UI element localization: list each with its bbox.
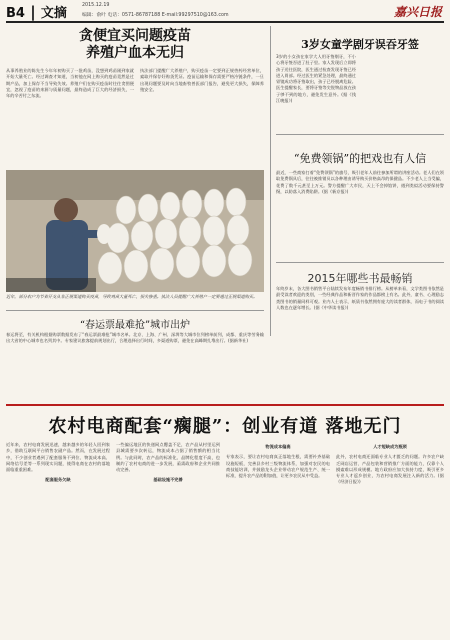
column-divider bbox=[270, 26, 271, 336]
article1-title: 贪便宜买问题疫苗 养殖户血本无归 bbox=[79, 28, 191, 61]
editor-info: 编辑：俞叶 电话：0571-86787188 E-mail:99297510@163.com bbox=[82, 13, 229, 18]
article4-body: 年终岁末，各大图书销售平台陆续发布年度畅销书排行榜。从榜单来看，文学类图书依然是最受读者欢迎的类别，一些经典作品和新晋作家的作品都榜上有名。此外，童书、心理励志类图书的销量同样可观。业内人士表示，纸质书依然拥有庞大的读者群体，而电子书的阅读人数也在逐年增长。(据《中华读书报》) bbox=[276, 286, 444, 310]
paper-name: 嘉兴日报 bbox=[393, 5, 442, 19]
article6-subhead-4: 人才短缺成为瓶颈 bbox=[373, 444, 407, 449]
divider-5 bbox=[6, 310, 264, 311]
article2-title: 3岁女童学剧牙误吞牙签 bbox=[301, 38, 419, 51]
divider-2 bbox=[276, 134, 444, 135]
section-code: B4 | 文摘 bbox=[6, 3, 67, 21]
article2-body: 3岁的小女孩在家学大人用牙签剔牙，不小心将牙签吞进了肚子里。家人发现后立即将孩子送往医院，医生通过检查发现牙签已经进入胃部。经过医生的紧急处理，最终通过胃镜成功将牙签取出，孩子已经脱离危险。医生提醒家长，要将牙签等尖锐物品放在孩子够不到的地方，避免发生意外。(据《钱江晚报》) bbox=[276, 54, 356, 104]
divider-3 bbox=[276, 262, 444, 263]
article4-title: 2015年哪些书最畅销 bbox=[307, 272, 413, 285]
article2-body-cont bbox=[362, 54, 444, 126]
article6-col-2: 一些偏远地区的快递网点覆盖不足，农产品从村里运到县城需要多次转运，物流成本占据了销售额的相当比例。与此同时，农产品的标准化、品牌化程度不高，也制约了农村电商的进一步发展，亟需政府和企业共同推动完善。 基础设施不完善 bbox=[116, 442, 220, 483]
article1-photo bbox=[6, 170, 264, 292]
section-name: 文摘 bbox=[40, 6, 67, 21]
article5-body: 春运将至，有关机构根据购票数据发布了“春运票最难抢”城市名单。北京、上海、广州、深圳等大城市位列榜单前列，成都、重庆等劳务输出大省的中心城市也名列其中。专家建议旅客提前规划出行，合理选择出行时间，多渠道购票，避免在高峰期扎堆出行。(据新华社) bbox=[6, 332, 264, 344]
article1-photo-caption: 近年，部分农户为节省开支从非正规渠道购买疫苗，导致鸡苗大量死亡，损失惨重。执法人员提醒广大养殖户一定要通过正规渠道购买。 bbox=[6, 294, 258, 299]
article6-col-4: 人才短缺成为瓶颈 此外，农村电商还面临专业人才匮乏的问题。许多农户缺乏网店运营、产品包装和营销推广方面的能力，仅靠个人摸索难以形成规模。地方政府应加大扶持力度，吸引更多专业人才返乡创业，为农村电商发展注入新的活力。(据《经济日报》) bbox=[336, 444, 444, 485]
article1-body-left: 从事养殖业的陈先生今年年初购买了一批鸡苗，没想到鸡苗刚到家就开始大量死亡。经过调查才知道，当初他在网上购买的疫苗竟然是过期产品，加上保存不当导致失效。养殖户们在购买疫苗时往往贪图便宜，忽视了疫苗的来源与质量问题，最终造成了巨大的经济损失，一年的辛苦付之东流。 bbox=[6, 68, 134, 99]
header-rule bbox=[6, 21, 444, 23]
article6-col-3: 物流成本偏高 专家表示，要让农村电商真正落地生根，需要补齐基础设施短板，完善县乡村三级物流体系，加强对农民的电商技能培训，并鼓励龙头企业带动农户规范生产、统一标准，提升农产品的附加值，让更多农民从中受益。 bbox=[226, 444, 330, 479]
article6-col-1: 近年来，农村电商发展迅速，越来越多的年轻人回到家乡，借助互联网平台销售农副产品。然而，在发展过程中，不少创业者遇到了配套服务不到位、物流成本高、网络信号差等一系列现实问题，使得电商在农村的落地面临重重困难。 配套服务欠缺 bbox=[6, 442, 110, 483]
article6-subhead-3: 物流成本偏高 bbox=[265, 444, 291, 449]
issue-date: 2015.12.19 bbox=[82, 3, 110, 8]
article5-title: “春运票最难抢”城市出炉 bbox=[79, 320, 191, 331]
article6-subhead-1: 配套服务欠缺 bbox=[45, 477, 71, 483]
article6-top-rule bbox=[6, 404, 444, 406]
article3-body: 最近，一些商家打着“免费领锅”的旗号，吸引老年人前往参加所谓的讲座活动。老人们在领取免费锅具后，往往被推销员以各种理由诱导购买价格高昂的保健品。不少老人上当受骗，花费了数千元甚至上万元。警方提醒广大市民，天上不会掉馅饼，遇到类似活动要保持警惕，以防落入消费陷阱。(据《新京报》) bbox=[276, 170, 444, 194]
article3-title: “免费领锅”的把戏也有人信 bbox=[293, 152, 427, 165]
article6-title: 农村电商配套“瘸腿”：创业有道 落地无门 bbox=[48, 416, 402, 437]
article6-subhead-2: 基础设施不完善 bbox=[153, 477, 183, 483]
article1-body-right: 执法部门提醒广大养殖户，购买疫苗一定要到正规兽药经营单位，索取并保存好购货凭证。疫苗运输和保存需要严格冷链条件，一旦出现问题要及时向当地畜牧兽医部门报告，避免更大损失，保障养殖安全。 bbox=[140, 68, 264, 92]
spools-illustration bbox=[6, 170, 264, 292]
